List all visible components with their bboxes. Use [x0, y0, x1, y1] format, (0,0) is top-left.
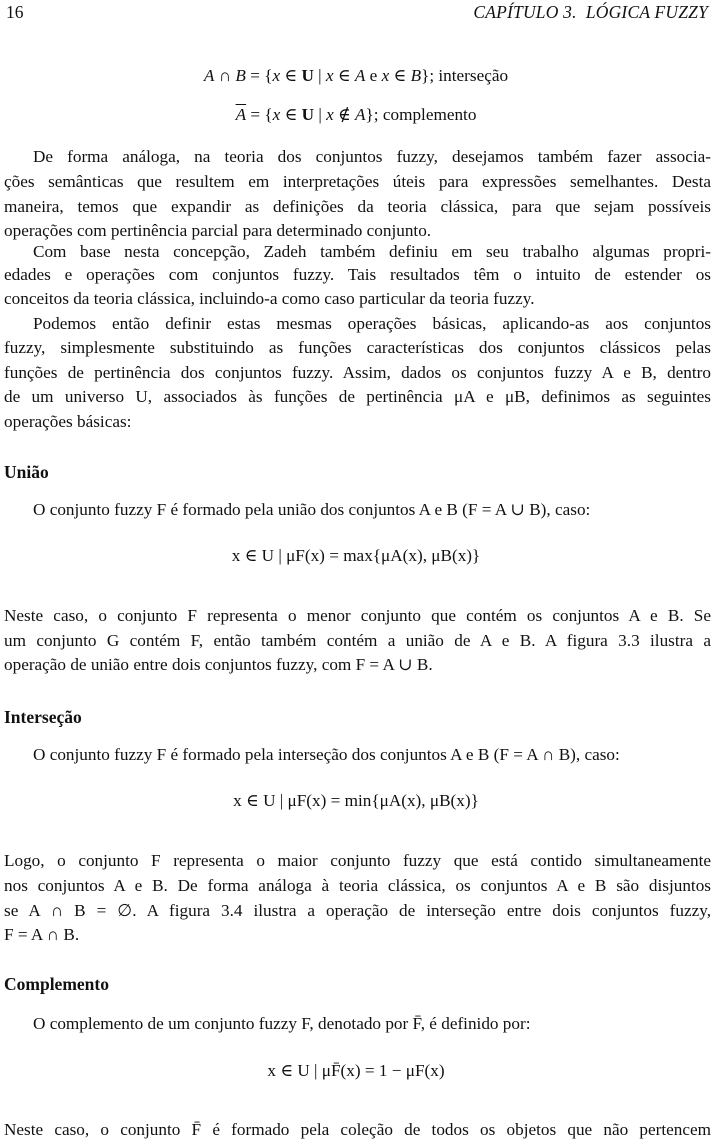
- paragraph-line: De forma análoga, na teoria dos conjuntos fuzzy, desejamos também fazer associa-: [33, 147, 711, 166]
- paragraph-line: F = A ∩ B.: [4, 925, 80, 944]
- union-formula: x ∈ U | μF(x) = max{μA(x), μB(x)}: [231, 546, 481, 565]
- section-intro: O complemento de um conjunto fuzzy F, denotado por F̄, é definido por:: [33, 1014, 531, 1033]
- intersection-definition: A ∩ B = {x ∈ U | x ∈ A e x ∈ B}; interseção: [203, 66, 509, 85]
- paragraph-line: ções semânticas que resultem em interpretações úteis para expressões semelhantes. Desta: [4, 172, 711, 191]
- paragraph-line: operações básicas:: [4, 412, 132, 431]
- paragraph-line: se A ∩ B = ∅. A figura 3.4 ilustra a operação de interseção entre dois conjuntos fuzzy,: [4, 901, 711, 920]
- paragraph-line: nos conjuntos A e B. De forma análoga à teoria clássica, os conjuntos A e B são disjuntos: [4, 876, 711, 895]
- paragraph-line: Podemos então definir estas mesmas operações básicas, aplicando-as aos conjuntos: [33, 314, 711, 333]
- section-heading-intersecao: Interseção: [4, 707, 82, 727]
- paragraph-line: conceitos da teoria clássica, incluindo-a como caso particular da teoria fuzzy.: [4, 289, 535, 308]
- paragraph-line: Neste caso, o conjunto F representa o menor conjunto que contém os conjuntos A e B. Se: [4, 606, 711, 625]
- paragraph-line: Neste caso, o conjunto F̄ é formado pela coleção de todos os objetos que não pertencem: [4, 1120, 711, 1139]
- chapter-number: CAPÍTULO 3.: [473, 2, 577, 22]
- complement-definition: $\overline{A} = \{x$ ∈ U | x ∉ A}; complemento: [235, 105, 477, 124]
- paragraph-line: Com base nesta concepção, Zadeh também definiu em seu trabalho algumas propri-: [33, 242, 711, 261]
- chapter-title: LÓGICA FUZZY: [585, 2, 708, 22]
- page-number: 16: [6, 2, 24, 22]
- paragraph-line: fuzzy, simplesmente substituindo as funções características dos conjuntos clássicos pelas: [4, 338, 711, 357]
- paragraph-line: de um universo U, associados às funções de pertinência μA e μB, definimos as seguintes: [4, 387, 711, 406]
- section-heading-uniao: União: [4, 462, 49, 482]
- intersection-formula: x ∈ U | μF(x) = min{μA(x), μB(x)}: [233, 791, 479, 810]
- section-intro: O conjunto fuzzy F é formado pela interseção dos conjuntos A e B (F = A ∩ B), caso:: [33, 745, 620, 764]
- complement-desc: complemento: [382, 105, 477, 124]
- chapter-heading: [473, 2, 708, 23]
- paragraph-line: um conjunto G contém F, então também contém a união de A e B. A figura 3.3 ilustra a: [4, 631, 711, 650]
- paragraph-line: edades e operações com conjuntos fuzzy. Tais resultados têm o intuito de estender os: [4, 265, 711, 284]
- running-header: [6, 2, 708, 26]
- paragraph-line: maneira, temos que expandir as definições da teoria clássica, para que sejam possíveis: [4, 197, 711, 216]
- section-intro: O conjunto fuzzy F é formado pela união dos conjuntos A e B (F = A ∪ B), caso:: [33, 500, 591, 519]
- intersection-desc: interseção: [438, 66, 509, 85]
- complement-formula: x ∈ U | μF̄(x) = 1 − μF(x): [267, 1061, 445, 1080]
- paragraph-line: funções de pertinência dos conjuntos fuzzy. Assim, dados os conjuntos fuzzy A e B, dentro: [4, 363, 711, 382]
- paragraph-line: operações com pertinência parcial para determinado conjunto.: [4, 221, 432, 240]
- paragraph-line: Logo, o conjunto F representa o maior conjunto fuzzy que está contido simultaneamente: [4, 851, 711, 870]
- paragraph-line: operação de união entre dois conjuntos fuzzy, com F = A ∪ B.: [4, 655, 433, 674]
- section-heading-complemento: Complemento: [4, 974, 109, 994]
